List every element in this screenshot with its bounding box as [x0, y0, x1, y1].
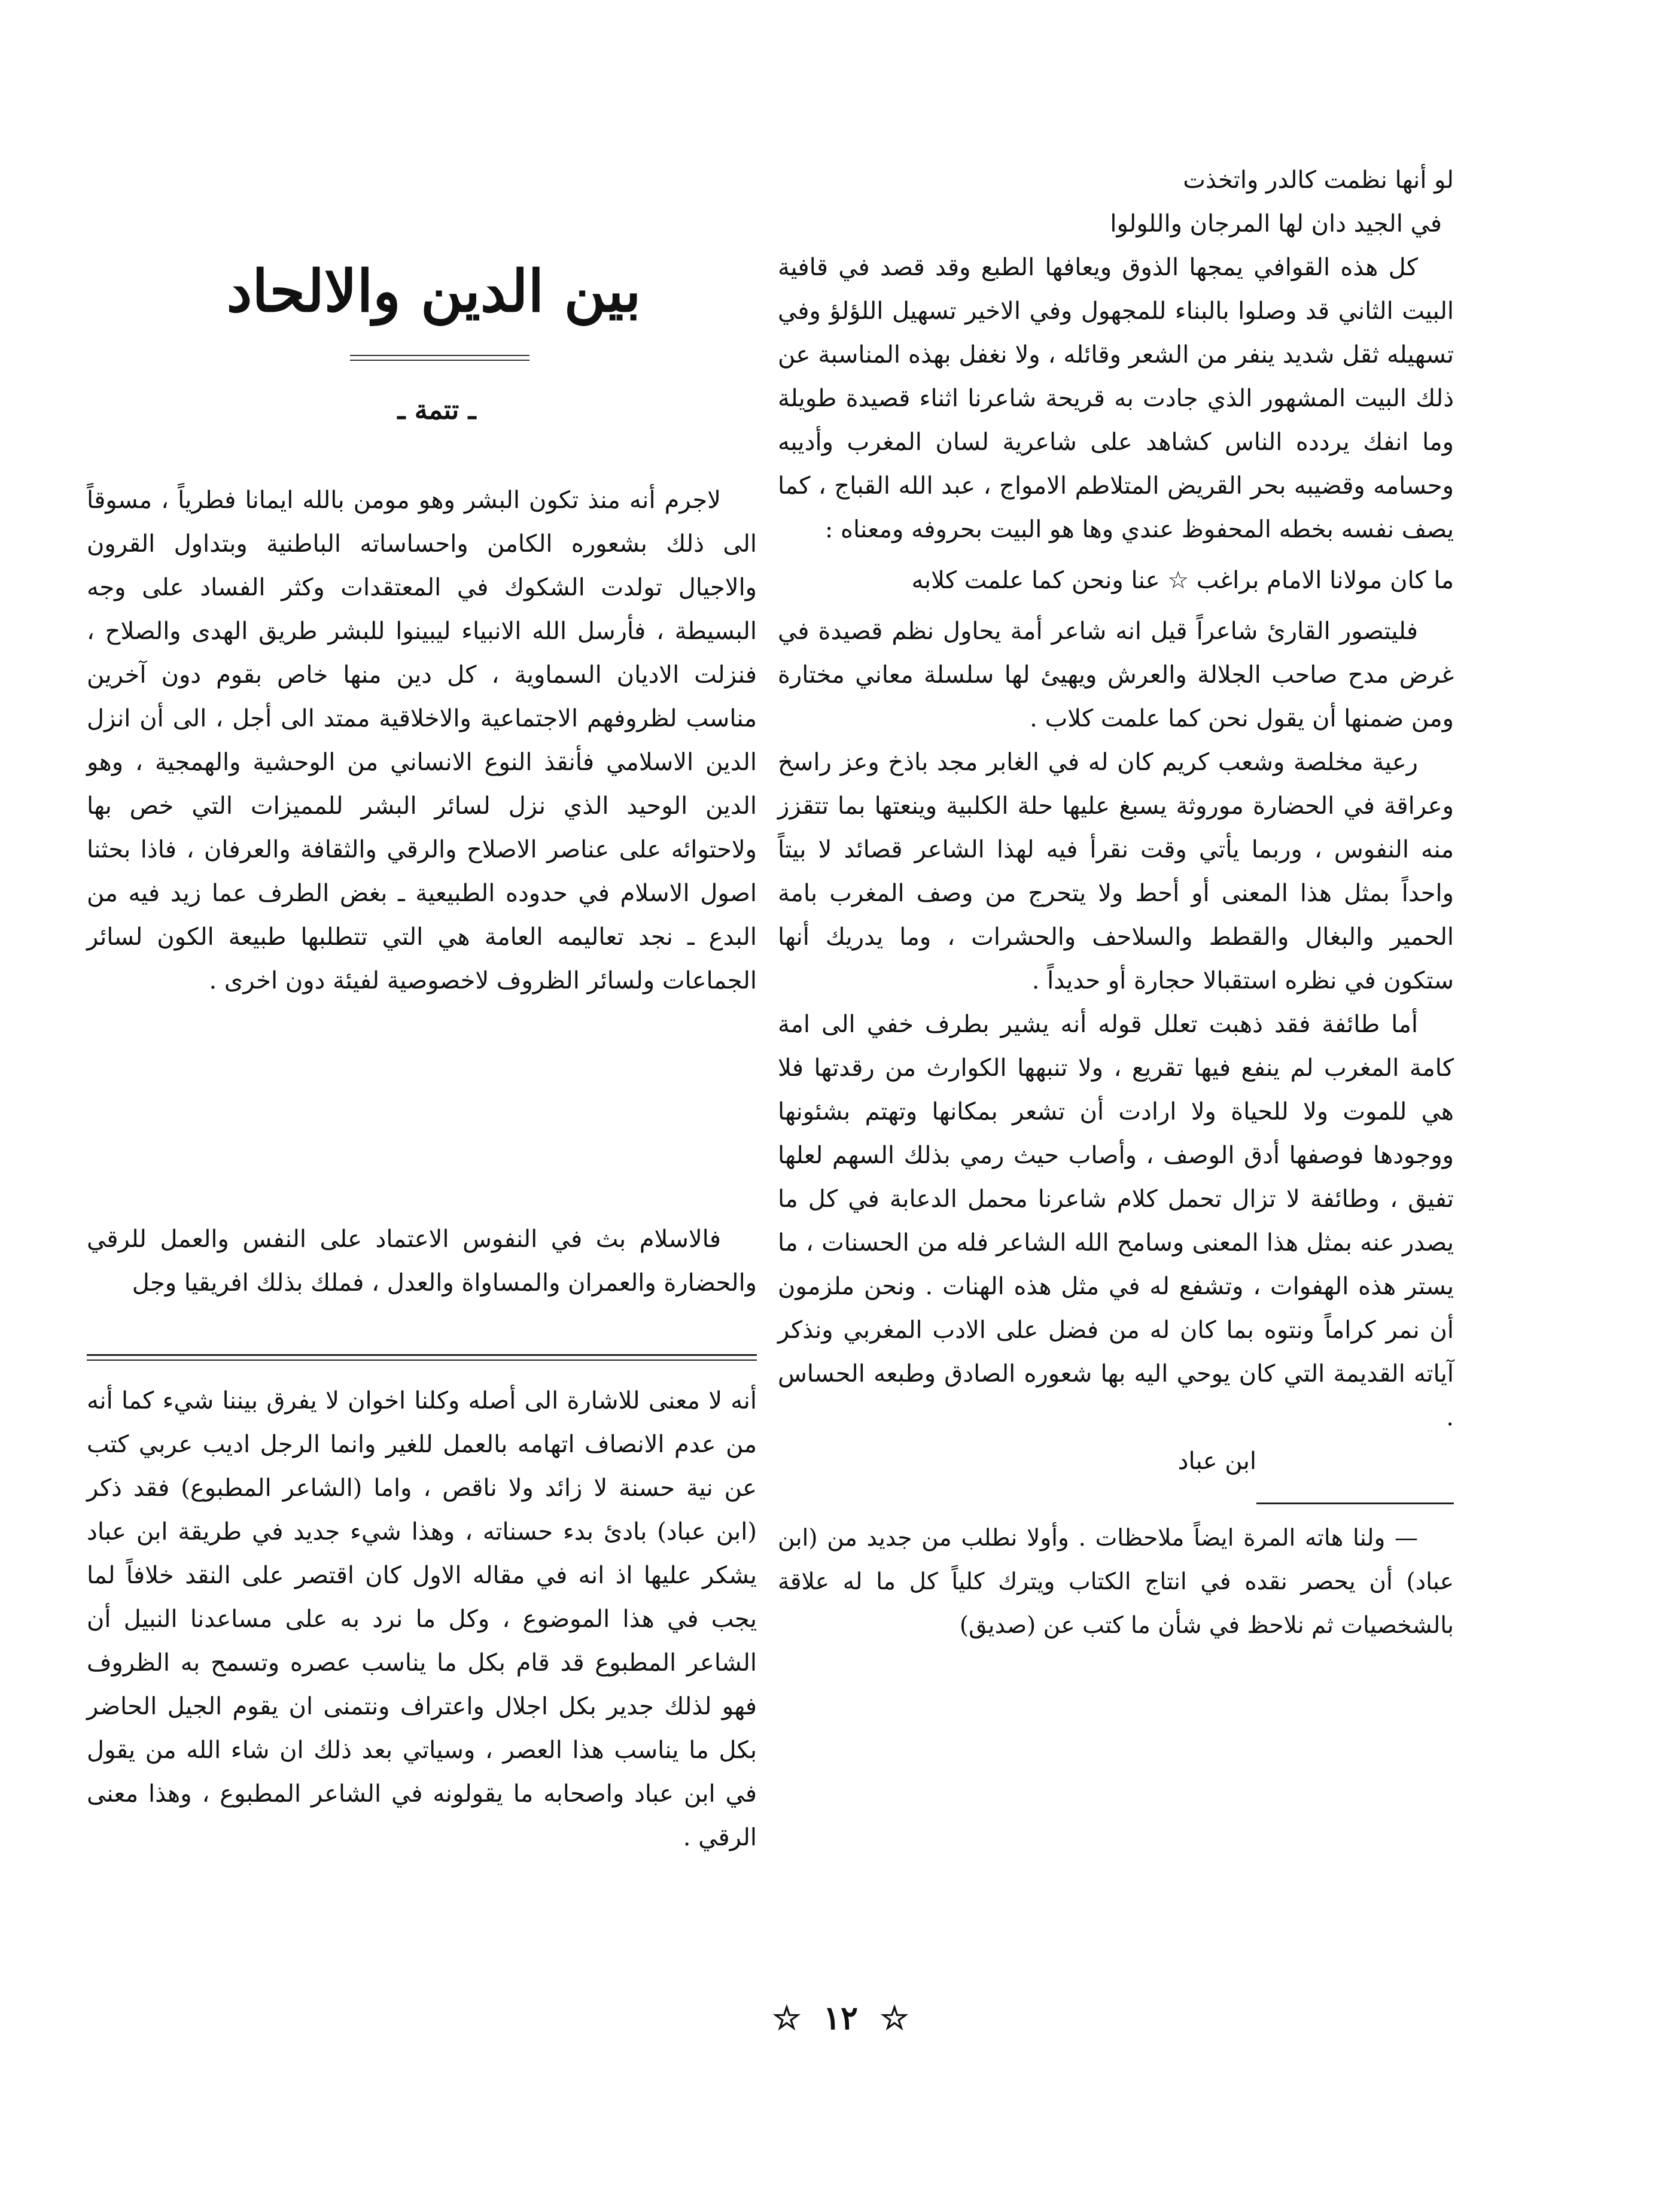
poem-line: في الجيد دان لها المرجان واللولوا	[1110, 210, 1442, 238]
left-column-article-continued	[87, 1218, 757, 1305]
title-ornament-rule	[350, 355, 529, 361]
author-signature: ابن عباد	[1177, 1447, 1256, 1475]
paragraph: كل هذه القوافي يمجها الذوق ويعافها الطبع وقد قصد في قافية البيت الثاني قد وصلوا بالبناء للمجهول وفي الاخير تسهيل اللؤلؤ وفي تسهيله ثقل شديد ينفر من الشعر وقائله ، ولا نغفل بهذه المناسبة عن ذلك البيت المشهور الذي جادت به قريحة شاعرنا اثناء قصيدة طويلة وما انفك يردده الناس كشاهد على شاعرية لسان المغرب وأديبه وحسامه وقضيبه بحر القريض المتلاطم الامواج ، عبد الله القباج ، كما يصف نفسه بخطه المحفوظ عندي وها هو البيت بحروفه ومعناه :	[778, 254, 1454, 543]
poem-line: ما كان مولانا الامام براغب ☆ عنا ونحن كما علمت كلابه	[911, 567, 1454, 594]
page-number-value: ١٢	[823, 1999, 858, 2037]
section-divider	[87, 1354, 757, 1361]
paragraph: لاجرم أنه منذ تكون البشر وهو مومن بالله ايمانا فطرياً ، مسوقاً الى ذلك بشعوره الكامن واحساساته الباطنية وبتداول القرون والاجيال تولدت الشكوك في المعتقدات وكثر الفساد على وجه البسيطة ، فأرسل الله الانبياء ليبينوا للبشر طريق الهدى والصلاح ، فنزلت الاديان السماوية ، كل دين منها خاص بقوم دون آخرين مناسب لظروفهم الاجتماعية والاخلاقية ممتد الى أجل ، الى أن انزل الدين الاسلامي فأنقذ النوع الانساني من الوحشية والهمجية ، وهو الدين الوحيد الذي نزل لسائر البشر للمميزات التي خص بها ولاحتوائه على عناصر الاصلاح والرقي والثقافة والعرفان ، فاذا بحثنا اصول الاسلام في حدوده الطبيعية ـ بغض الطرف عما زيد فيه من البدع ـ نجد تعاليمه العامة هي التي تتطلبها طبيعة الكون لسائر الجماعات ولسائر الظروف لاخصوصية لفيئة دون اخرى .	[87, 486, 757, 994]
paragraph: فليتصور القارئ شاعراً قيل انه شاعر أمة يحاول نظم قصيدة في غرض مدح صاحب الجلالة والعرش ويهيئ لها سلسلة معاني مختارة ومن ضمنها أن يقول نحن كما علمت كلاب .	[778, 618, 1454, 732]
star-icon: ☆	[879, 1999, 909, 2037]
paragraph: أنه لا معنى للاشارة الى أصله وكلنا اخوان لا يفرق بيننا شيء كما أنه من عدم الانصاف اتهامه بالعمل للغير وانما الرجل اديب عربي كتب عن نية حسنة لا زائد ولا ناقص ، واما (الشاعر المطبوع) فقد ذكر (ابن عباد) بادئ بدء حسناته ، وهذا شيء جديد في طريقة ابن عباد يشكر عليها اذ انه في مقاله الاول كان اقتصر على النقد خلافاً لما يجب في هذا الموضوع ، وكل ما نرد به على مساعدنا النبيل أن الشاعر المطبوع قد قام بكل ما يناسب عصره وتسمح به الظروف فهو لذلك جدير بكل اجلال واعتراف ونتمنى ان يقوم الجيل الحاضر بكل ما يناسب هذا العصر ، وسياتي بعد ذلك ان شاء الله من يقول في ابن عباد واصحابه ما يقولونه في الشاعر المطبوع ، وهذا معنى الرقي .	[87, 1387, 757, 1851]
poem-line: لو أنها نظمت كالدر واتخذت	[1183, 166, 1454, 194]
footnote: — ولنا هاته المرة ايضاً ملاحظات . وأولا نطلب من جديد من (ابن عباد) أن يحصر نقده في انتاج الكتاب ويترك كلياً كل ما له علاقة بالشخصيات ثم نلاحظ في شأن ما كتب عن (صديق)	[778, 1525, 1454, 1639]
paragraph: أما طائفة فقد ذهبت تعلل قوله أنه يشير بطرف خفي الى امة كامة المغرب لم ينفع فيها تقريع ، ولا تنبهها الكوارث من رقدتها فلا هي للموت ولا للحياة ولا ارادت أن تشعر بمكانها وتهتم بشئونها ووجودها فوصفها أدق الوصف ، وأصاب حيث رمي بذلك السهم لعلها تفيق ، وطائفة لا تزال تحمل كلام شاعرنا محمل الدعابة في كل ما يصدر عنه بمثل هذا المعنى وسامح الله الشاعر فله من الحسنات ، ما يستر هذه الهفوات ، وتشفع له في مثل هذه الهنات . ونحن ملزمون أن نمر كراماً ونتوه بما كان له من فضل على الادب المغربي ونذكر آياته القديمة التي كان يوحي اليه بها شعوره الصادق وطبعه الحساس .	[778, 1011, 1454, 1431]
left-column-reply	[87, 1379, 757, 1860]
footnote-divider	[1256, 1503, 1454, 1504]
right-column	[778, 159, 1454, 1647]
paragraph: فالاسلام بث في النفوس الاعتماد على النفس والعمل للرقي والحضارة والعمران والمساواة والعدل ، فملك بذلك افريقيا وجل	[87, 1225, 757, 1297]
article-subtitle: ـ تتمة ـ	[397, 395, 476, 425]
article-title: بين الدين والالحاد	[226, 257, 641, 325]
left-column-article	[87, 479, 757, 1003]
paragraph: رعية مخلصة وشعب كريم كان له في الغابر مجد باذخ وعز راسخ وعراقة في الحضارة موروثة يسبغ عليها حلة الكلبية وينعتها بما تتقزز منه النفوس ، وربما يأتي وقت نقرأ فيه لهذا الشاعر قصائد لا بيتاً واحداً بمثل هذا المعنى أو أحط ولا يتحرج من وصف المغرب بامة الحمير والبغال والقطط والسلاحف والحشرات ، وما يدريك أنها ستكون في نظره استقبالا حجارة أو حديداً .	[778, 749, 1454, 994]
star-icon: ☆	[772, 1999, 802, 2037]
page-number	[721, 1999, 960, 2037]
